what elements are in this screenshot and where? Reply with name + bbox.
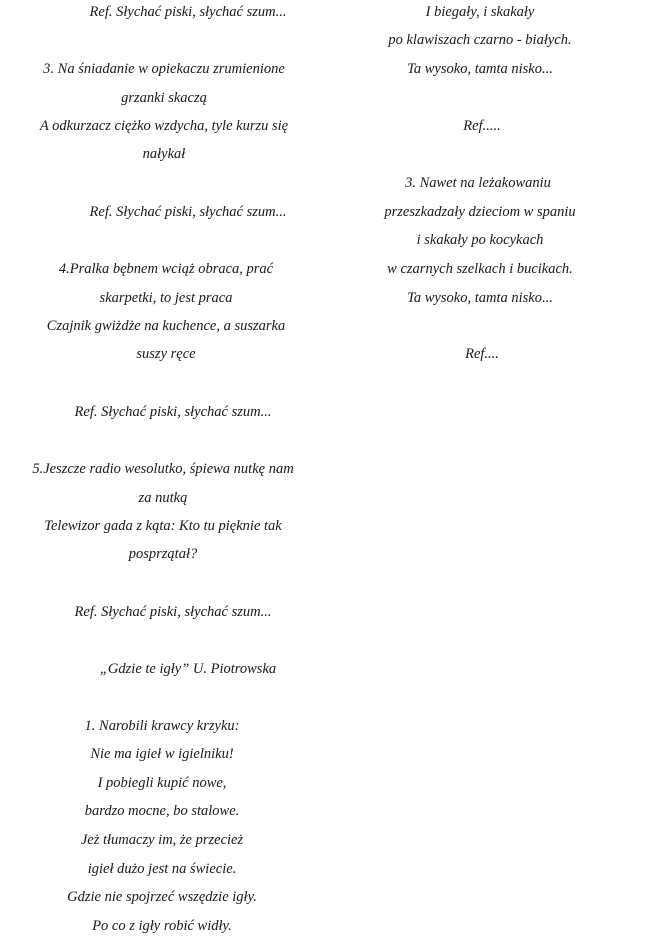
text-line: skarpetki, to jest praca [99, 290, 233, 306]
text-line: Ta wysoko, tamta nisko... [407, 61, 553, 77]
text-line: Gdzie nie spojrzeć wszędzie igły. [67, 889, 257, 905]
text-line: suszy ręce [136, 346, 196, 362]
text-line: 5.Jeszcze radio wesolutko, śpiewa nutkę nam [32, 461, 294, 477]
text-line: za nutką [138, 490, 188, 506]
text-line: Czajnik gwiżdże na kuchence, a suszarka [46, 318, 286, 334]
text-line: Ref. Słychać piski, słychać szum... [89, 4, 287, 20]
text-line: Jeż tłumaczy im, że przecież [80, 832, 244, 848]
text-line: 3. Nawet na leżakowaniu [405, 175, 551, 191]
text-line: 1. Narobili krawcy krzyku: [84, 718, 240, 734]
text-line: A odkurzacz ciężko wzdycha, tyle kurzu się [39, 118, 289, 134]
text-line: „Gdzie te igły” U. Piotrowska [99, 661, 277, 677]
text-line: w czarnych szelkach i bucikach. [387, 261, 573, 277]
text-line: nałykał [142, 146, 186, 162]
text-line: i skakały po kocykach [416, 232, 544, 248]
text-line: bardzo mocne, bo stalowe. [84, 803, 240, 819]
text-line: Telewizor gada z kąta: Kto tu pięknie tak [44, 518, 282, 534]
text-line: grzanki skaczą [121, 90, 207, 106]
text-line: Ref. Słychać piski, słychać szum... [74, 604, 272, 620]
text-line: Nie ma igieł w igielniku! [90, 746, 234, 762]
text-line: przeszkadzały dzieciom w spaniu [384, 204, 576, 220]
text-line: igieł dużo jest na świecie. [87, 861, 237, 877]
text-line: Ref..... [463, 118, 501, 134]
text-line: Ref. Słychać piski, słychać szum... [89, 204, 287, 220]
text-line: Ref.... [465, 346, 499, 362]
text-line: Po co z igły robić widły. [92, 918, 232, 934]
text-line: I pobiegli kupić nowe, [97, 775, 227, 791]
text-line: 3. Na śniadanie w opiekaczu zrumienione [43, 61, 285, 77]
text-line: 4.Pralka bębnem wciąż obraca, prać [58, 261, 274, 277]
text-line: posprzątał? [128, 546, 198, 562]
text-line: I biegały, i skakały [425, 4, 535, 20]
text-line: Ref. Słychać piski, słychać szum... [74, 404, 272, 420]
text-line: po klawiszach czarno - białych. [388, 32, 572, 48]
text-line: Ta wysoko, tamta nisko... [407, 290, 553, 306]
